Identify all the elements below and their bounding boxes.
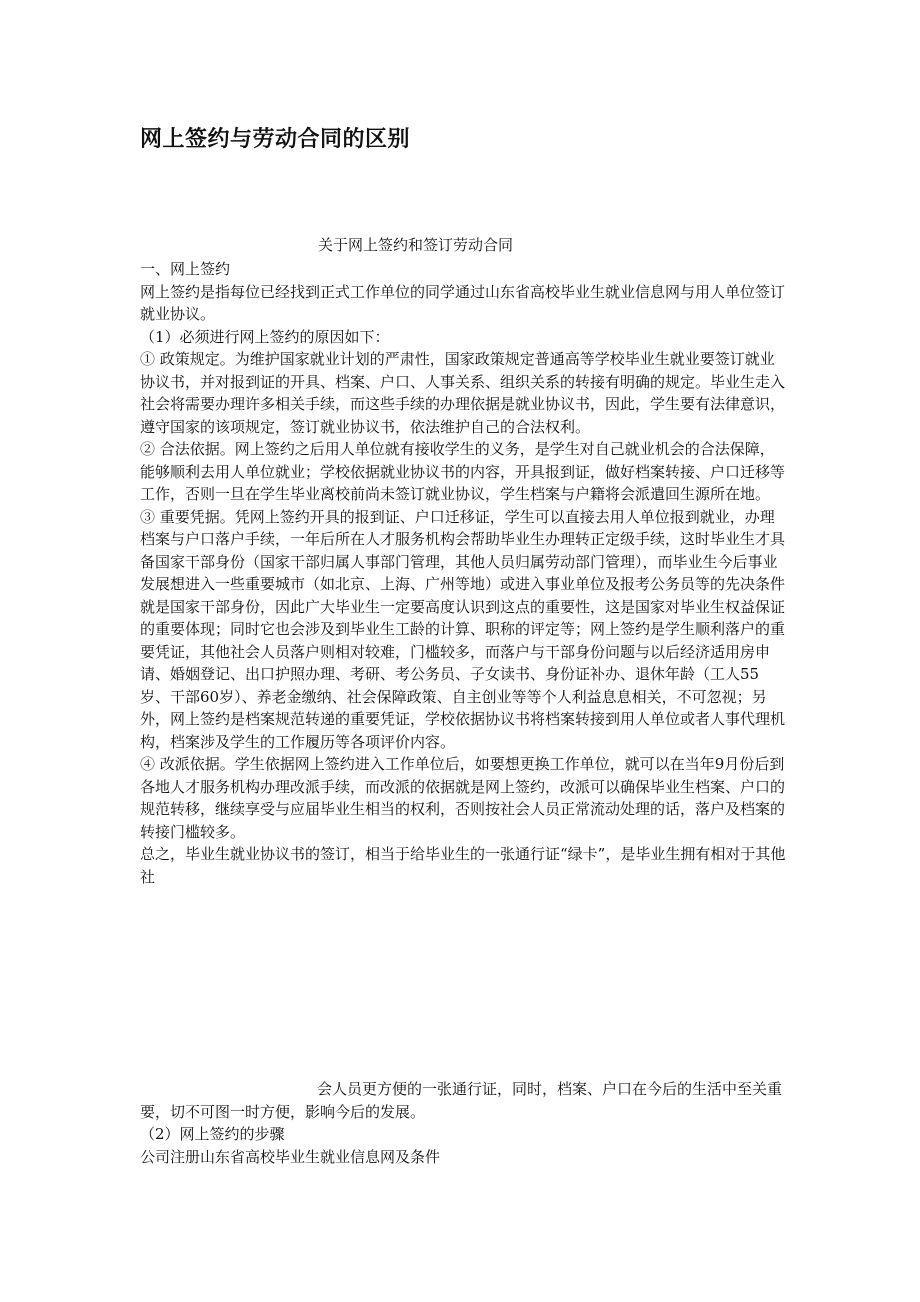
document-subtitle: 关于网上签约和签订劳动合同 <box>318 236 514 254</box>
section-heading: 一、网上签约 <box>140 260 231 278</box>
reason-paragraph-1: ① 政策规定。为维护国家就业计划的严肃性，国家政策规定普通高等学校毕业生就业要签订就业协议书，并对报到证的开具、档案、户口、人事关系、组织关系的转接有明确的规定。毕业生走入社会将需要办理许多相关手续，而这些手续的办理依据是就业协议书，因此，学生要有法律意识，遵守国家的该项规定，签订就业协议书，依法维护自己的合法权利。 <box>140 350 786 436</box>
intro-paragraph: 网上签约是指每位已经找到正式工作单位的同学通过山东省高校毕业生就业信息网与用人单位签订就业协议。 <box>140 282 786 323</box>
steps-heading: （2）网上签约的步骤 <box>140 1125 285 1143</box>
summary-paragraph-start: 总之，毕业生就业协议书的签订，相当于给毕业生的一张通行证“绿卡”，是毕业生拥有相对于其他社 <box>140 845 786 886</box>
step-line-1: 公司注册山东省高校毕业生就业信息网及条件 <box>140 1147 441 1166</box>
document-body-part1 <box>140 258 788 888</box>
reasons-heading: （1）必须进行网上签约的原因如下： <box>140 327 390 346</box>
reason-paragraph-3: ③ 重要凭据。凭网上签约开具的报到证、户口迁移证，学生可以直接去用人单位报到就业，办理档案与户口落户手续，一年后所在人才服务机构会帮助毕业生办理转正定级手续，这时毕业生才具备国家干部身份（国家干部归属人事部门管理，其他人员归属劳动部门管理），而毕业生今后事业发展想进入一些重要城市（如北京、上海、广州等地）或进入事业单位及报考公务员等的先决条件就是国家干部身份，因此广大毕业生一定要高度认识到这点的重要性，这是国家对毕业生权益保证的重要体现；同时它也会涉及到毕业生工龄的计算、职称的评定等；网上签约是学生顺利落户的重要凭证，其他社会人员落户则相对较难，门槛较多，而落户与干部身份问题与以后经济适用房申请、婚姻登记、出口护照办理、考研、考公务员、子女读书、身份证补办、退休年龄（工人55岁、干部60岁）、养老金缴纳、社会保障政策、自主创业等等个人利益息息相关，不可忽视；另外，网上签约是档案规范转递的重要凭证，学校依据协议书将档案转接到用人单位或者人事代理机构，档案涉及学生的工作履历等各项评价内容。 <box>140 507 786 751</box>
summary-continued-text: 会人员更方便的一张通行证，同时，档案、户口在今后的生活中至关重要，切不可图一时方便，影响今后的发展。 <box>140 1080 783 1121</box>
document-body-part2 <box>140 1078 788 1168</box>
summary-paragraph-continued <box>140 1078 788 1123</box>
reason-paragraph-4: ④ 改派依据。学生依据网上签约进入工作单位后，如要想更换工作单位，就可以在当年9月份后到各地人才服务机构办理改派手续，而改派的依据就是网上签约，改派可以确保毕业生档案、户口的规范转移，继续享受与应届毕业生相当的权利，否则按社会人员正常流动处理的话，落户及档案的转接门槛较多。 <box>140 755 786 841</box>
document-title: 网上签约与劳动合同的区别 <box>140 127 411 152</box>
reason-paragraph-2: ② 合法依据。网上签约之后用人单位就有接收学生的义务，是学生对自己就业机会的合法保障，能够顺利去用人单位就业；学校依据就业协议书的内容，开具报到证，做好档案转接、户口迁移等工作，否则一旦在学生毕业离校前尚未签订就业协议，学生档案与户籍将会派遣回生源所在地。 <box>140 440 786 503</box>
